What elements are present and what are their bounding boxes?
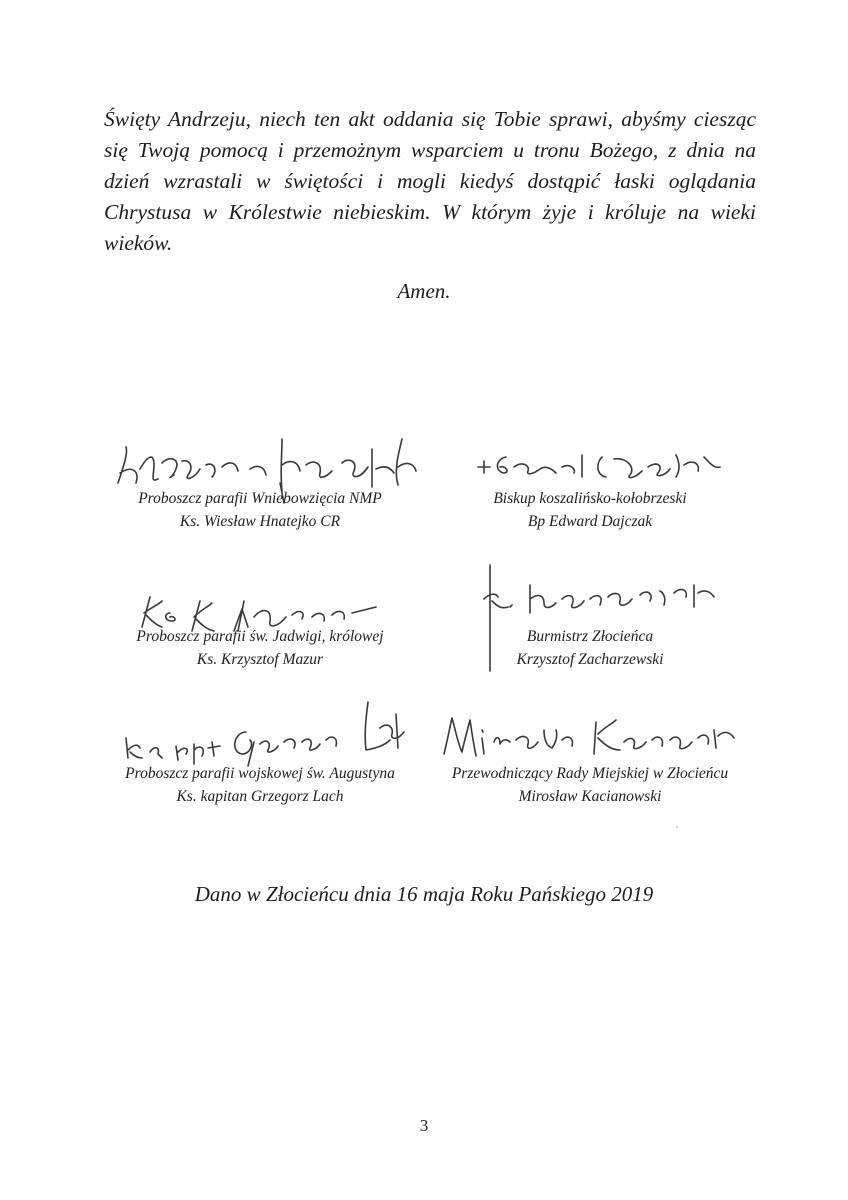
signatory-title: Proboszcz parafii św. Jadwigi, królowej: [136, 628, 384, 645]
scan-speck: [676, 826, 678, 828]
signatory-block-mazur: [110, 625, 410, 671]
signatory-name: Ks. Wiesław Hnatejko CR: [179, 513, 341, 530]
signatory-title: Przewodniczący Rady Miejskiej w Złocieńcu: [451, 765, 729, 782]
handwritten-signature-lach: [120, 688, 410, 768]
prayer-paragraph: Święty Andrzeju, niech ten akt oddania się Tobie sprawi, abyśmy ciesząc się Twoją pomocą i przemożnym wsparciem u tronu Bożego, z dnia na dzień wzrastali w świętości i mogli kiedyś dostąpić łaski oglądania Chrystusa w Królestwie niebieskim. W którym żyje i króluje na wieki wieków.: [104, 107, 756, 255]
signatory-block-kacianowski: [420, 762, 760, 808]
amen-line: Amen.: [397, 279, 451, 303]
signatory-title: Proboszcz parafii Wniebowzięcia NMP: [138, 490, 382, 507]
signatory-block-hnatejko: [110, 487, 410, 533]
signatory-block-zacharzewski: [440, 625, 740, 671]
signatory-block-dajczak: [440, 487, 740, 533]
signatory-name: Bp Edward Dajczak: [527, 513, 653, 530]
signatory-name: Ks. Krzysztof Mazur: [196, 651, 324, 668]
signatory-title: Proboszcz parafii wojskowej św. Augustyna: [125, 765, 395, 782]
signatory-name: Krzysztof Zacharzewski: [516, 651, 664, 668]
date-line: Dano w Złocieńcu dnia 16 maja Roku Pańskiego 2019: [194, 882, 654, 906]
page-number: 3: [419, 1116, 429, 1135]
signatory-title: Biskup koszalińsko-kołobrzeski: [493, 490, 687, 507]
signatory-block-lach: [100, 762, 420, 808]
signatory-title: Burmistrz Złocieńca: [526, 628, 654, 645]
signatory-name: Ks. kapitan Grzegorz Lach: [176, 788, 344, 805]
signatory-name: Mirosław Kacianowski: [518, 788, 662, 805]
